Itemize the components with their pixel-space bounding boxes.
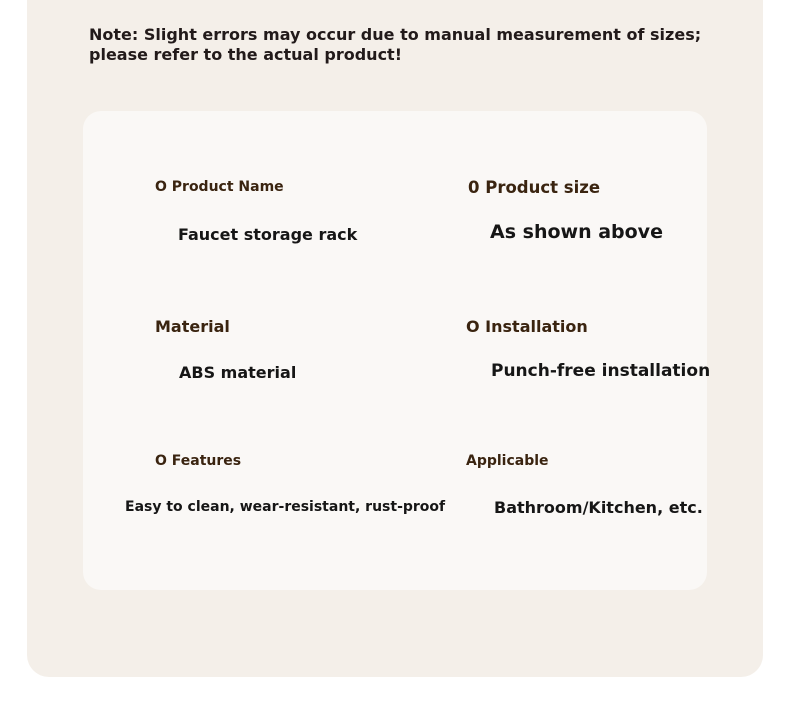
spec-label-product-size: 0 Product size xyxy=(468,178,601,197)
spec-label-installation: O Installation xyxy=(466,317,588,336)
spec-value-installation: Punch-free installation xyxy=(491,361,711,381)
spec-label-material: Material xyxy=(155,317,230,336)
spec-value-product-name: Faucet storage rack xyxy=(178,225,358,244)
measurement-note: Note: Slight errors may occur due to manual measurement of sizes; please refer to the actual product! xyxy=(89,25,702,64)
spec-label-product-name: O Product Name xyxy=(155,179,284,195)
spec-value-product-size: As shown above xyxy=(490,221,663,243)
spec-value-applicable: Bathroom/Kitchen, etc. xyxy=(494,498,703,517)
spec-label-features: O Features xyxy=(155,453,242,469)
spec-label-applicable: Applicable xyxy=(466,453,549,469)
spec-value-material: ABS material xyxy=(179,363,297,382)
spec-value-features: Easy to clean, wear-resistant, rust-proof xyxy=(125,499,446,515)
